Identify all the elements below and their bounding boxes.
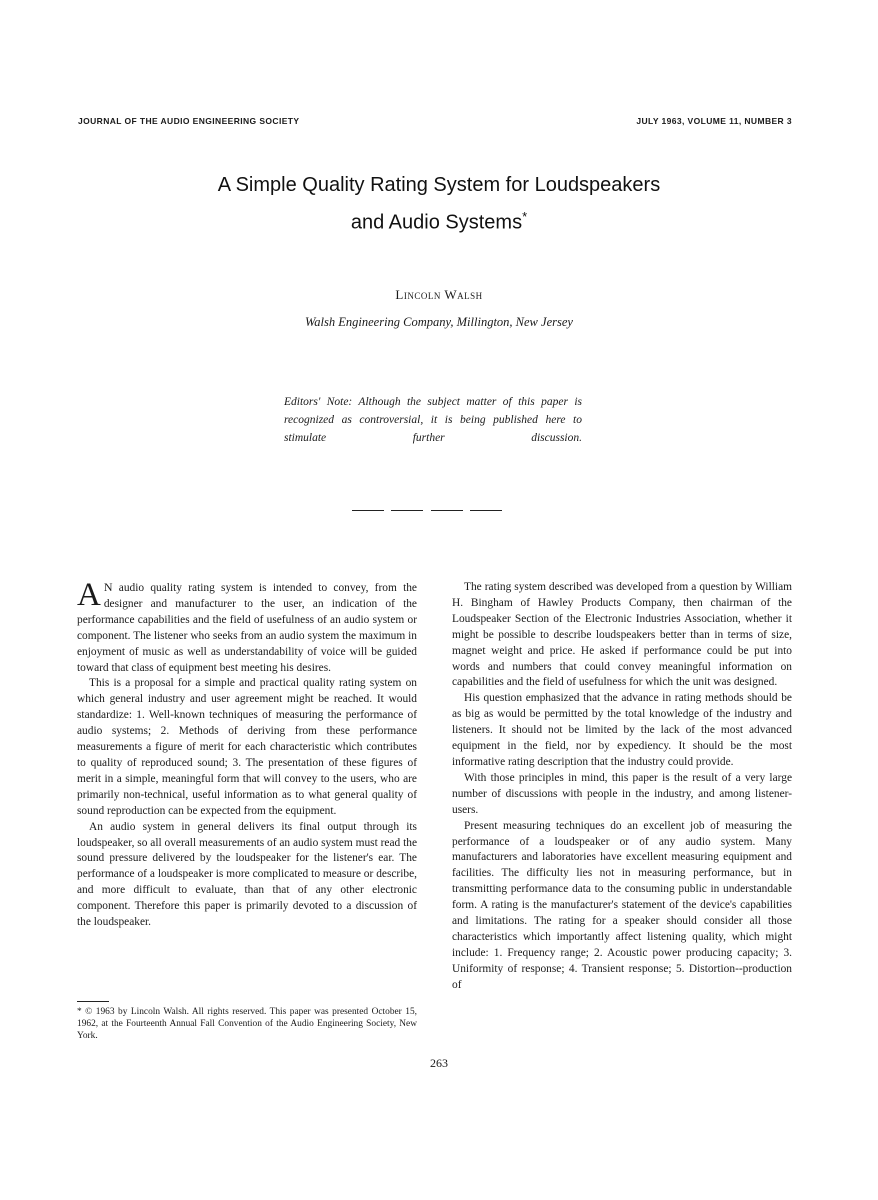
divider-segment bbox=[431, 510, 463, 511]
body-paragraph: This is a proposal for a simple and practical quality rating system on which general industry and user agreement might be reached. It would standardize: 1. Well-known techniques of measuring the performance of audio systems; 2. Methods of deriving from these performance measurements a figure of merit for each characteristic which contributes to quality of reproduced sound; 3. The presentation of these figures of merit in a simple, meaningful form that will convey to the users, who are primarily non-technical, useful information as to what general quality of sound reproduction can be expected from the equipment. bbox=[77, 677, 417, 817]
title-line-2 bbox=[0, 201, 878, 239]
body-paragraph bbox=[77, 577, 417, 676]
copyright-footnote: * © 1963 by Lincoln Walsh. All rights reserved. This paper was presented October 15, 1962, at the Fourteenth Annual Fall Convention of the Audio Engineering Society, New York. bbox=[77, 1007, 417, 1041]
body-paragraph: The rating system described was developed from a question by William H. Bingham of Hawley Products Company, then chairman of the Loudspeaker Section of the Electronic Industries Association, whether it might be possible to describe loudspeakers better than in terms of size, magnet weight and price. He asked if performance could be put into words and numbers that could convey meaningful information on capabilities and the field of usefulness for which the unit was designed. bbox=[452, 581, 792, 689]
divider-segment bbox=[391, 510, 423, 511]
opening-small-caps: N bbox=[103, 580, 113, 594]
body-paragraph: An audio system in general delivers its final output through its loudspeaker, so all overall measurements of an audio system must read the sound pressure delivered by the loudspeaker for the listener's ear. The performance of a loudspeaker is more complicated to measure or describe, and more difficult to evaluate, than that of any other electronic component. Therefore this paper is primarily devoted to a discussion of the loudspeaker. bbox=[77, 820, 417, 929]
author-affiliation: Walsh Engineering Company, Millington, New Jersey bbox=[305, 315, 573, 329]
footnote-rule bbox=[77, 1001, 109, 1002]
drop-cap: A bbox=[77, 577, 101, 613]
divider-segment bbox=[352, 510, 384, 511]
paragraph-text: audio quality rating system is intended to convey, from the designer and manufacturer to the user, an indication of the performance capabilities and the field of usefulness of an audio system or component. The listener who seeks from an audio system the maximum in enjoyment of music as well as understandability of voice will be guided toward that class of equipment best meeting his desires. bbox=[77, 582, 417, 674]
title-line-2-text: and Audio Systems bbox=[350, 211, 523, 234]
title-footnote-mark: * bbox=[522, 209, 528, 224]
body-column-left bbox=[77, 577, 417, 931]
page-number: 263 bbox=[430, 1056, 448, 1070]
editors-note: Editors' Note: Although the subject matter of this paper is recognized as controversial, it is being published here to stimulate further discussion. bbox=[284, 396, 582, 444]
article-title bbox=[0, 170, 878, 239]
body-paragraph: His question emphasized that the advance in rating methods should be as big as would be permitted by the total knowledge of the industry and listeners. It should not be limited by the lack of the most advanced equipment in the field, nor by expediency. It should be the most informative rating description that the industry could provide. bbox=[452, 692, 792, 768]
body-column-right bbox=[452, 580, 792, 994]
section-divider bbox=[352, 510, 502, 511]
author-name: Lincoln Walsh bbox=[395, 287, 483, 302]
body-paragraph: Present measuring techniques do an excellent job of measuring the performance of a loudspeaker or of any audio system. Many manufacturers and laboratories have excellent measuring equipment and facilities. The difficulty lies not in measuring performance, but in transmitting performance data to the consuming public in understandable form. A rating is the manufacturer's statement of the device's capabilities and limitations. The rating for a speaker should consider all those characteristics which importantly affect listening quality, which might include: 1. Frequency range; 2. Acoustic power producing capacity; 3. Uniformity of response; 4. Transient response; 5. Distortion--production of bbox=[452, 819, 792, 991]
title-line-1: A Simple Quality Rating System for Loudspeakers bbox=[217, 174, 661, 196]
journal-running-head: JOURNAL OF THE AUDIO ENGINEERING SOCIETY bbox=[78, 116, 300, 126]
body-paragraph: With those principles in mind, this paper is the result of a very large number of discussions with people in the industry, and among listener-users. bbox=[452, 771, 792, 816]
issue-running-head: JULY 1963, VOLUME 11, NUMBER 3 bbox=[636, 116, 792, 126]
divider-segment bbox=[470, 510, 502, 511]
